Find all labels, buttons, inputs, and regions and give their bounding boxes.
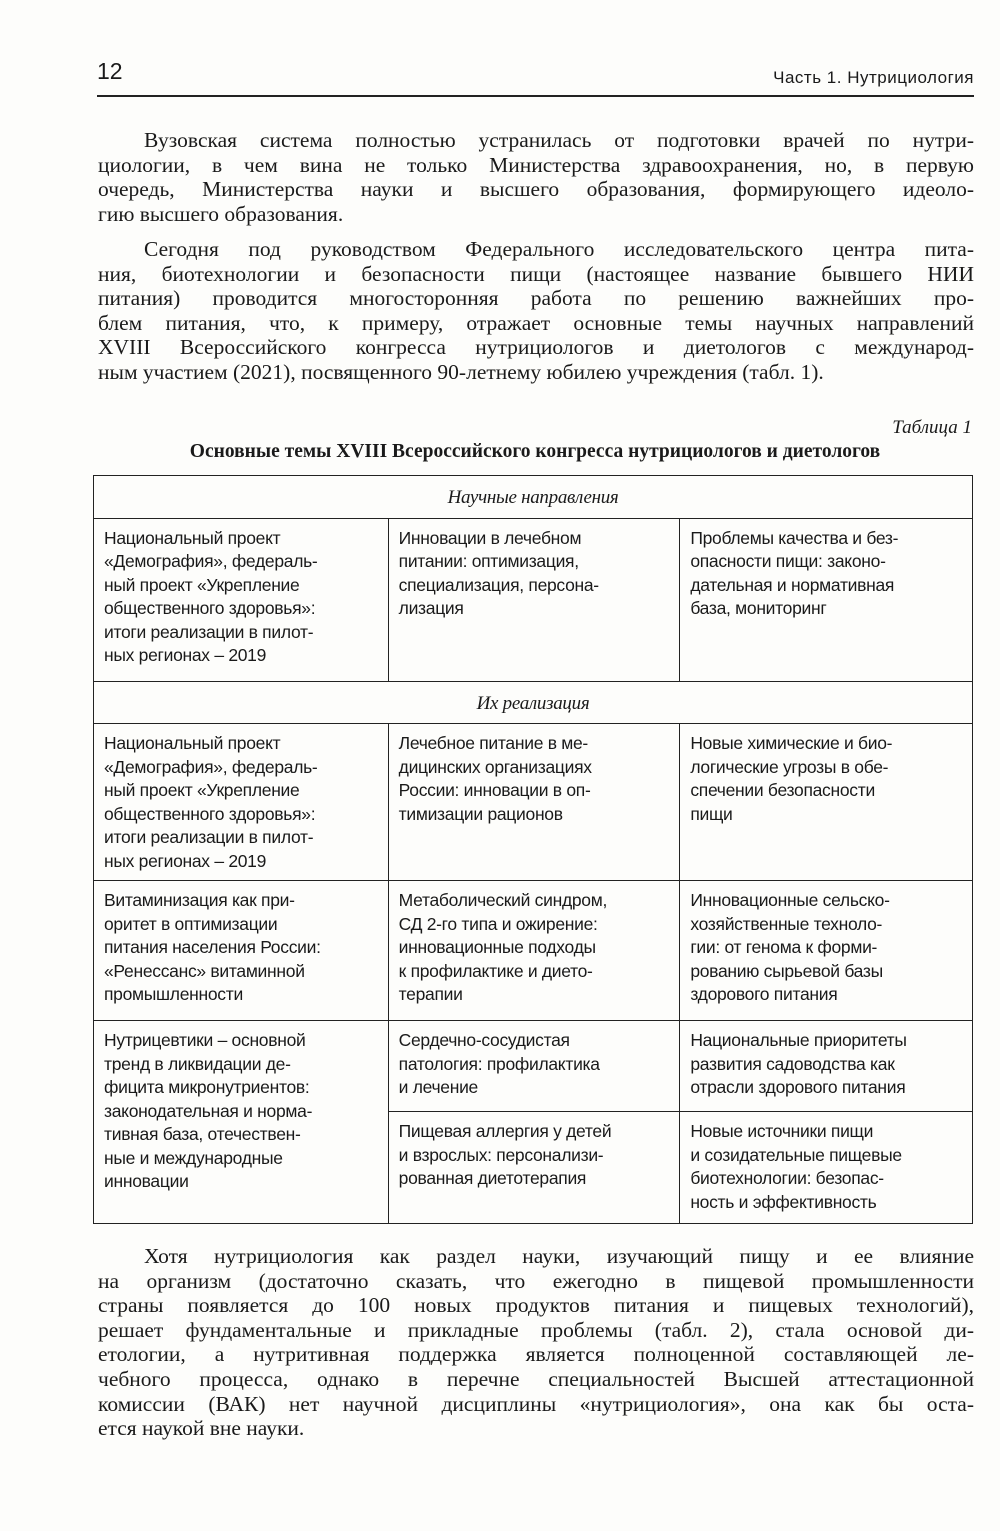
cell-line: ный проект «Укрепление: [104, 780, 300, 800]
cell-line: ность и эффективность: [690, 1191, 877, 1212]
cell-line: общественного здоровья»:: [104, 598, 316, 618]
table-cell: [94, 881, 389, 1021]
text-line: XVIII Всероссийского конгресса нутрициологов и диетологов с международ-: [98, 335, 974, 360]
text-line: ным участием (2021), посвященного 90-летнему юбилею учреждения (табл. 1).: [98, 359, 824, 384]
cell-line: фицита микронутриентов:: [104, 1077, 310, 1097]
cell-line: инновации: [104, 1171, 189, 1191]
cell-line: патология: профилактика: [398, 1053, 600, 1074]
topics-table: [93, 475, 973, 1224]
cell-line: Лечебное питание в ме-: [398, 733, 588, 753]
header-rule: [97, 95, 974, 97]
cell-line: Метаболический синдром,: [398, 890, 608, 910]
text-line: страны появляется до 100 новых продуктов питания и пищевых технологий),: [98, 1293, 974, 1318]
cell-line: база, мониторинг: [690, 598, 827, 618]
cell-line: СД 2-го типа и ожирение:: [398, 913, 598, 934]
text-line: на организм (достаточно сказать, что ежегодно в пищевой промышленности: [98, 1268, 974, 1293]
section-heading: Научные направления: [94, 476, 973, 519]
cell-line: здорового питания: [690, 984, 838, 1004]
cell-line: России: инновации в оп-: [398, 780, 591, 800]
text-line: блем питания, что, к примеру, отражает основные темы научных направлений: [98, 310, 974, 335]
text-line: ется наукой вне науки.: [98, 1416, 305, 1441]
text-line: очередь, Министерства науки и высшего образования, формирующего идеоло-: [98, 177, 974, 202]
cell-line: Сердечно-сосудистая: [398, 1030, 570, 1050]
cell-line: гии: от генома к форми-: [690, 937, 878, 957]
cell-line: «Демография», федераль-: [104, 551, 318, 571]
cell-line: отрасли здорового питания: [690, 1077, 906, 1097]
cell-line: питании: оптимизация,: [398, 551, 579, 571]
cell-line: и лечение: [398, 1077, 478, 1097]
table-cell: [94, 518, 389, 681]
running-title: Часть 1. Нутрициология: [773, 68, 974, 87]
cell-line: пищи: [690, 803, 733, 824]
cell-line: лизация: [398, 598, 464, 618]
cell-line: спечении безопасности: [690, 780, 875, 800]
table-cell: [388, 1112, 680, 1224]
table-cell: [388, 881, 680, 1021]
cell-line: питания населения России:: [104, 937, 321, 957]
table-cell: [388, 724, 680, 881]
cell-line: законодательная и норма-: [104, 1100, 313, 1121]
section-row: [94, 681, 973, 724]
paragraph: [98, 128, 974, 226]
cell-line: Инновации в лечебном: [398, 527, 582, 548]
table-cell: [680, 881, 973, 1021]
cell-line: Новые источники пищи: [690, 1121, 874, 1141]
cell-line: тренд в ликвидации де-: [104, 1053, 291, 1074]
cell-line: и взрослых: персонализи-: [398, 1144, 604, 1165]
text-line: ния, биотехнологии и безопасности пищи (настоящее название бывшего НИИ: [98, 261, 974, 286]
table-row: [94, 518, 973, 681]
cell-line: Пищевая аллергия у детей: [398, 1121, 612, 1141]
table-cell: [680, 724, 973, 881]
page-number: 12: [97, 58, 123, 84]
table-cell: [94, 1021, 389, 1224]
paragraph: [98, 237, 974, 385]
cell-line: инновационные подходы: [398, 937, 596, 957]
section-heading: Их реализация: [94, 681, 973, 724]
text-line: питания) проводится многосторонняя работа по решению важнейших про-: [98, 286, 974, 311]
cell-line: ный проект «Укрепление: [104, 574, 300, 595]
cell-line: биотехнологии: безопас-: [690, 1168, 884, 1188]
cell-line: «Ренессанс» витаминной: [104, 960, 305, 981]
cell-line: специализация, персона-: [398, 574, 599, 595]
cell-line: Нутрицевтики – основной: [104, 1030, 306, 1050]
table-cell: [388, 518, 680, 681]
text-line: Хотя нутрициология как раздел науки, изучающий пищу и ее влияние: [144, 1244, 974, 1268]
cell-line: общественного здоровья»:: [104, 803, 316, 824]
cell-line: оритет в оптимизации: [104, 913, 278, 934]
cell-line: рованная диетотерапия: [398, 1168, 587, 1188]
cell-line: Национальный проект: [104, 527, 281, 548]
cell-line: ные и международные: [104, 1147, 283, 1168]
cell-line: дицинских организациях: [398, 756, 592, 777]
cell-line: хозяйственные техноло-: [690, 913, 883, 934]
table-row: [94, 1021, 973, 1112]
cell-line: Национальные приоритеты: [690, 1030, 907, 1050]
table-title: Основные темы XVIII Всероссийского конгресса нутрициологов и диетологов: [189, 441, 881, 462]
cell-line: тивная база, отечествен-: [104, 1124, 301, 1144]
cell-line: логические угрозы в обе-: [690, 756, 889, 777]
cell-line: дательная и нормативная: [690, 574, 895, 595]
table-row: [94, 724, 973, 881]
text-line: чебного процесса, однако в перечне специальностей Высшей аттестационной: [98, 1366, 974, 1391]
cell-line: итоги реализации в пилот-: [104, 827, 314, 847]
cell-line: тимизации рационов: [398, 803, 563, 824]
text-line: Вузовская система полностью устранилась от подготовки врачей по нутри-: [144, 128, 974, 152]
table-cell: [680, 518, 973, 681]
paragraph: [98, 1244, 974, 1441]
table-row: [94, 881, 973, 1021]
text-line: циологии, в чем вина не только Министерства здравоохранения, но, в первую: [98, 152, 974, 177]
cell-line: Инновационные сельско-: [690, 890, 890, 910]
text-line: гию высшего образования.: [98, 201, 344, 226]
cell-line: итоги реализации в пилот-: [104, 621, 314, 642]
cell-line: «Демография», федераль-: [104, 756, 318, 777]
table-caption: Таблица 1: [892, 417, 972, 438]
cell-line: Новые химические и био-: [690, 733, 893, 753]
text-line: Сегодня под руководством Федерального исследовательского центра пита-: [144, 237, 974, 261]
table-cell: [94, 724, 389, 881]
cell-line: Витаминизация как при-: [104, 890, 295, 910]
cell-line: ных регионах – 2019: [104, 645, 267, 665]
table-cell: [680, 1112, 973, 1224]
cell-line: Проблемы качества и без-: [690, 527, 899, 548]
cell-line: развития садоводства как: [690, 1053, 895, 1074]
text-line: етологии, а нутритивная поддержка является полноценной составляющей ле-: [98, 1342, 974, 1367]
cell-line: терапии: [398, 984, 463, 1004]
cell-line: рованию сырьевой базы: [690, 960, 883, 981]
cell-line: промышленности: [104, 984, 243, 1004]
cell-line: и созидательные пищевые: [690, 1144, 902, 1165]
table-cell: [388, 1021, 680, 1112]
cell-line: ных регионах – 2019: [104, 850, 267, 871]
cell-line: Национальный проект: [104, 733, 281, 753]
table-cell: [680, 1021, 973, 1112]
cell-line: опасности пищи: законо-: [690, 551, 886, 571]
section-row: [94, 476, 973, 519]
text-line: решает фундаментальные и прикладные проблемы (табл. 2), стала основой ди-: [98, 1317, 974, 1342]
text-line: комиссии (ВАК) нет научной дисциплины «нутрициология», она как бы оста-: [98, 1391, 974, 1416]
cell-line: к профилактике и дието-: [398, 960, 593, 981]
